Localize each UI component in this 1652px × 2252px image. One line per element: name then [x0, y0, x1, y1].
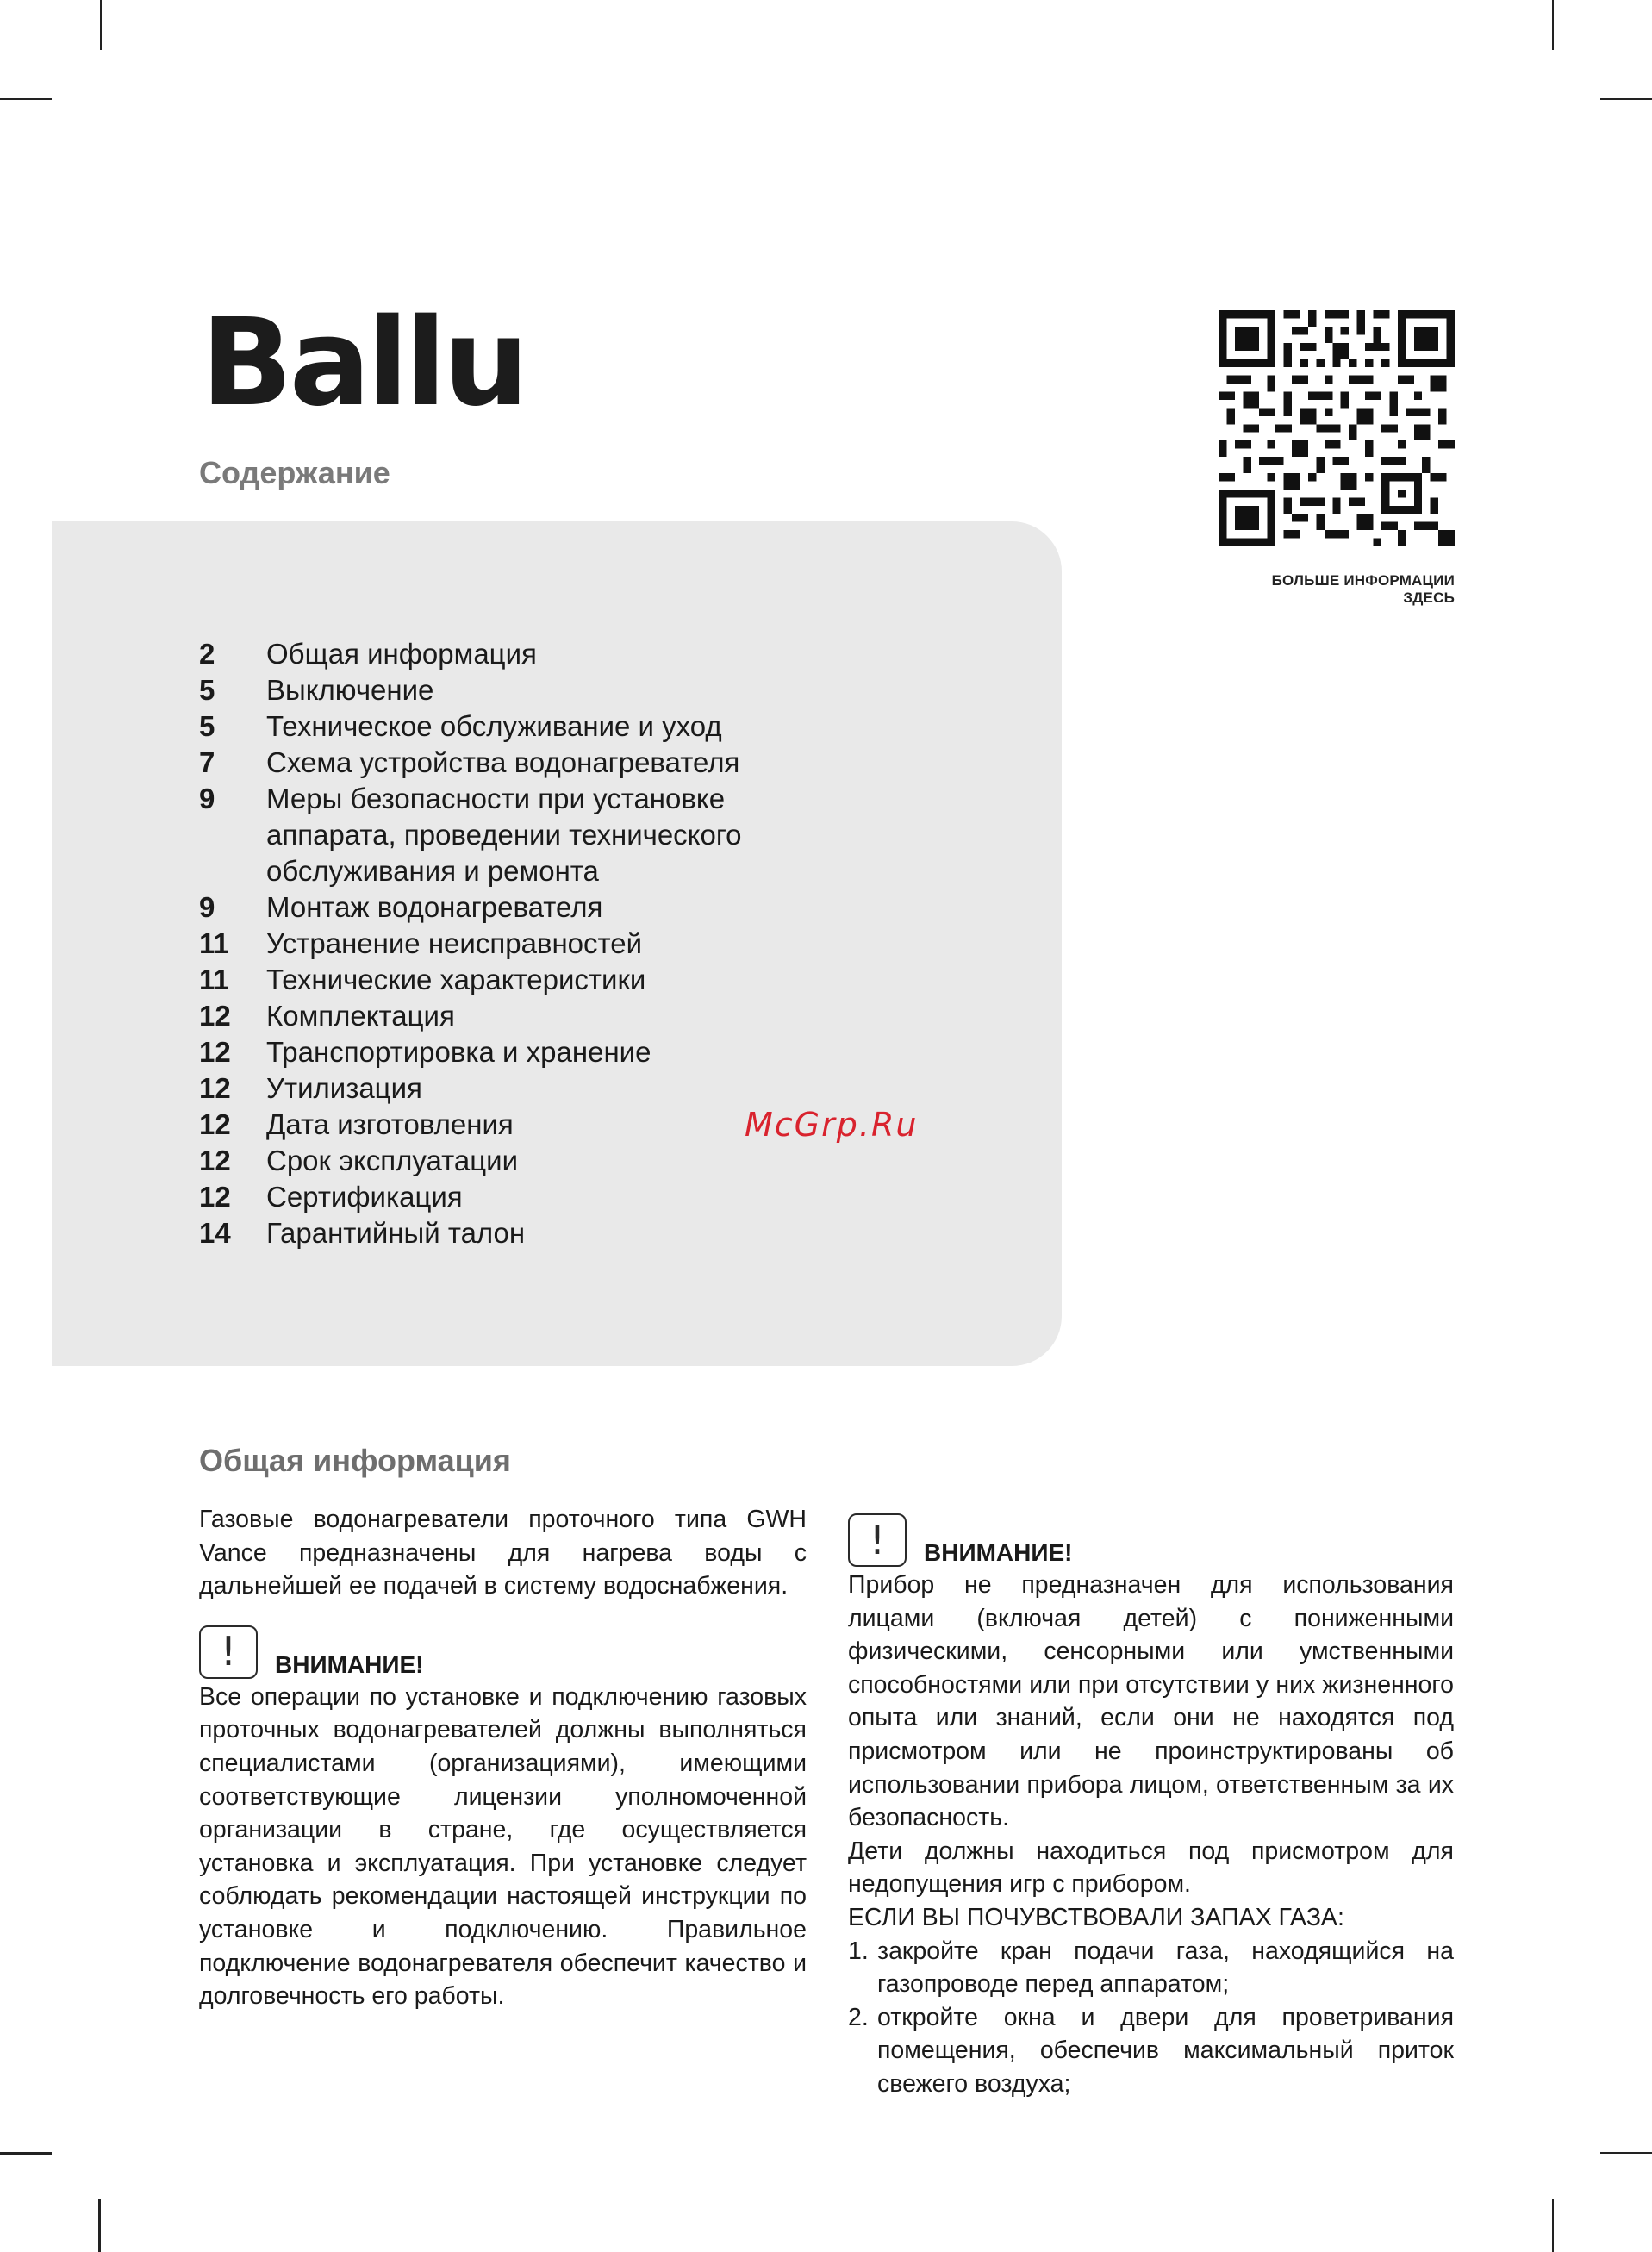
toc-title: Монтаж водонагревателя — [266, 891, 603, 923]
toc-page: 9 — [199, 891, 215, 923]
section-title: Общая информация — [199, 1443, 511, 1478]
toc-row[interactable] — [199, 1215, 975, 1251]
toc-row[interactable] — [199, 672, 975, 708]
list-item — [848, 1935, 1454, 2001]
toc-row[interactable] — [199, 1143, 975, 1179]
crop-mark — [1600, 2152, 1652, 2154]
toc-title: Срок эксплуатации — [266, 1145, 519, 1176]
toc-title: Комплектация — [266, 1000, 455, 1032]
toc-page: 12 — [199, 1072, 231, 1104]
toc-page: 5 — [199, 674, 215, 706]
toc-page: 7 — [199, 746, 215, 778]
gas-smell-heading: ЕСЛИ ВЫ ПОЧУВСТВОВАЛИ ЗАПАХ ГАЗА: — [848, 1903, 1344, 1931]
toc-title: Общая информация — [266, 638, 537, 670]
brand-logo: Ballu — [201, 293, 526, 434]
list-number: 1. — [848, 1937, 869, 1965]
toc-title: Технические характеристики — [266, 964, 646, 995]
crop-mark — [1600, 98, 1652, 100]
toc-row[interactable] — [199, 636, 975, 672]
toc-row[interactable] — [199, 889, 975, 926]
warning-header — [199, 1620, 807, 1679]
list-item — [848, 2001, 1454, 2101]
toc-title: Устранение неисправностей — [266, 927, 643, 959]
qr-code-icon[interactable] — [1219, 310, 1455, 546]
toc-page: 12 — [199, 1108, 231, 1140]
warning-exclamation-icon: ! — [199, 1625, 258, 1679]
crop-mark — [1552, 2199, 1554, 2252]
toc-page: 11 — [199, 964, 229, 995]
contents-title: Содержание — [199, 455, 390, 490]
warning-exclamation-icon: ! — [848, 1513, 907, 1567]
warning-paragraph: Прибор не предназначен для использования лицами (включая детей) с пониженными физическими, сенсорными или умственными способностями или при отсутствии у них жизненного опыта или знаний, если они не находятся под присмотром или не проинструктированы об использовании прибора лицом, ответственным за их безопасность. — [848, 1571, 1454, 1832]
list-text: откройте окна и двери для проветривания помещения, обеспечив максимальный приток свежего воздуха; — [877, 2003, 1454, 2098]
crop-mark — [1552, 0, 1554, 50]
crop-mark — [98, 2199, 101, 2252]
toc-page: 12 — [199, 1036, 231, 1068]
toc-page: 12 — [199, 1000, 231, 1032]
crop-mark — [0, 2152, 52, 2155]
toc-row[interactable] — [199, 926, 975, 962]
toc-title: Выключение — [266, 674, 434, 706]
toc-title: Утилизация — [266, 1072, 422, 1104]
toc-title: Техническое обслуживание и уход — [266, 710, 722, 742]
toc-row[interactable] — [199, 1034, 975, 1070]
toc-row[interactable] — [199, 1070, 975, 1107]
toc-page: 12 — [199, 1145, 231, 1176]
warning-label: ВНИМАНИЕ! — [275, 1650, 424, 1678]
toc-title: Сертификация — [266, 1181, 463, 1213]
toc-row[interactable] — [199, 1179, 975, 1215]
toc-page: 12 — [199, 1181, 231, 1213]
list-text: закройте кран подачи газа, находящийся на газопроводе перед аппаратом; — [877, 1937, 1454, 1999]
toc-title: Меры безопасности при установке аппарата, проведении технического обслуживания и ремонта — [266, 783, 742, 887]
children-paragraph: Дети должны находиться под присмотром для недопущения игр с прибором. — [848, 1837, 1454, 1899]
watermark: McGrp.Ru — [745, 1106, 919, 1144]
list-number: 2. — [848, 2003, 869, 2031]
toc-page: 14 — [199, 1217, 231, 1249]
toc-row[interactable] — [199, 998, 975, 1034]
qr-caption: БОЛЬШЕ ИНФОРМАЦИИ ЗДЕСЬ — [1271, 572, 1455, 606]
toc-row[interactable] — [199, 708, 975, 745]
crop-mark — [0, 98, 52, 100]
toc-title: Дата изготовления — [266, 1108, 514, 1140]
crop-mark — [100, 0, 102, 50]
toc-page: 11 — [199, 927, 229, 959]
toc-title: Гарантийный талон — [266, 1217, 526, 1249]
warning-header — [848, 1508, 1454, 1567]
toc-title: Транспортировка и хранение — [266, 1036, 651, 1068]
toc-page: 9 — [199, 783, 215, 814]
right-column — [848, 1508, 1454, 2101]
toc-page: 5 — [199, 710, 215, 742]
left-column — [199, 1503, 807, 2013]
warning-paragraph: Все операции по установке и подключению газовых проточных водонагревателей должны выполняться специалистами (организациями), имеющими соответствующие лицензии уполномоченной организации в стране, где осуществляется установка и эксплуатация. При установке следует соблюдать рекомендации настоящей инструкции по установке и подключению. Правильное подключение водонагревателя обеспечит качество и долговечность его работы. — [199, 1682, 807, 2011]
warning-label: ВНИМАНИЕ! — [924, 1539, 1073, 1566]
toc-page: 2 — [199, 638, 215, 670]
intro-paragraph: Газовые водонагреватели проточного типа GWH Vance предназначены для нагрева воды с дальнейшей ее подачей в систему водоснабжения. — [199, 1506, 807, 1600]
toc-row[interactable] — [199, 745, 975, 781]
table-of-contents — [199, 636, 975, 1251]
toc-row[interactable] — [199, 962, 975, 998]
toc-row[interactable] — [199, 781, 975, 889]
toc-title: Схема устройства водонагревателя — [266, 746, 740, 778]
